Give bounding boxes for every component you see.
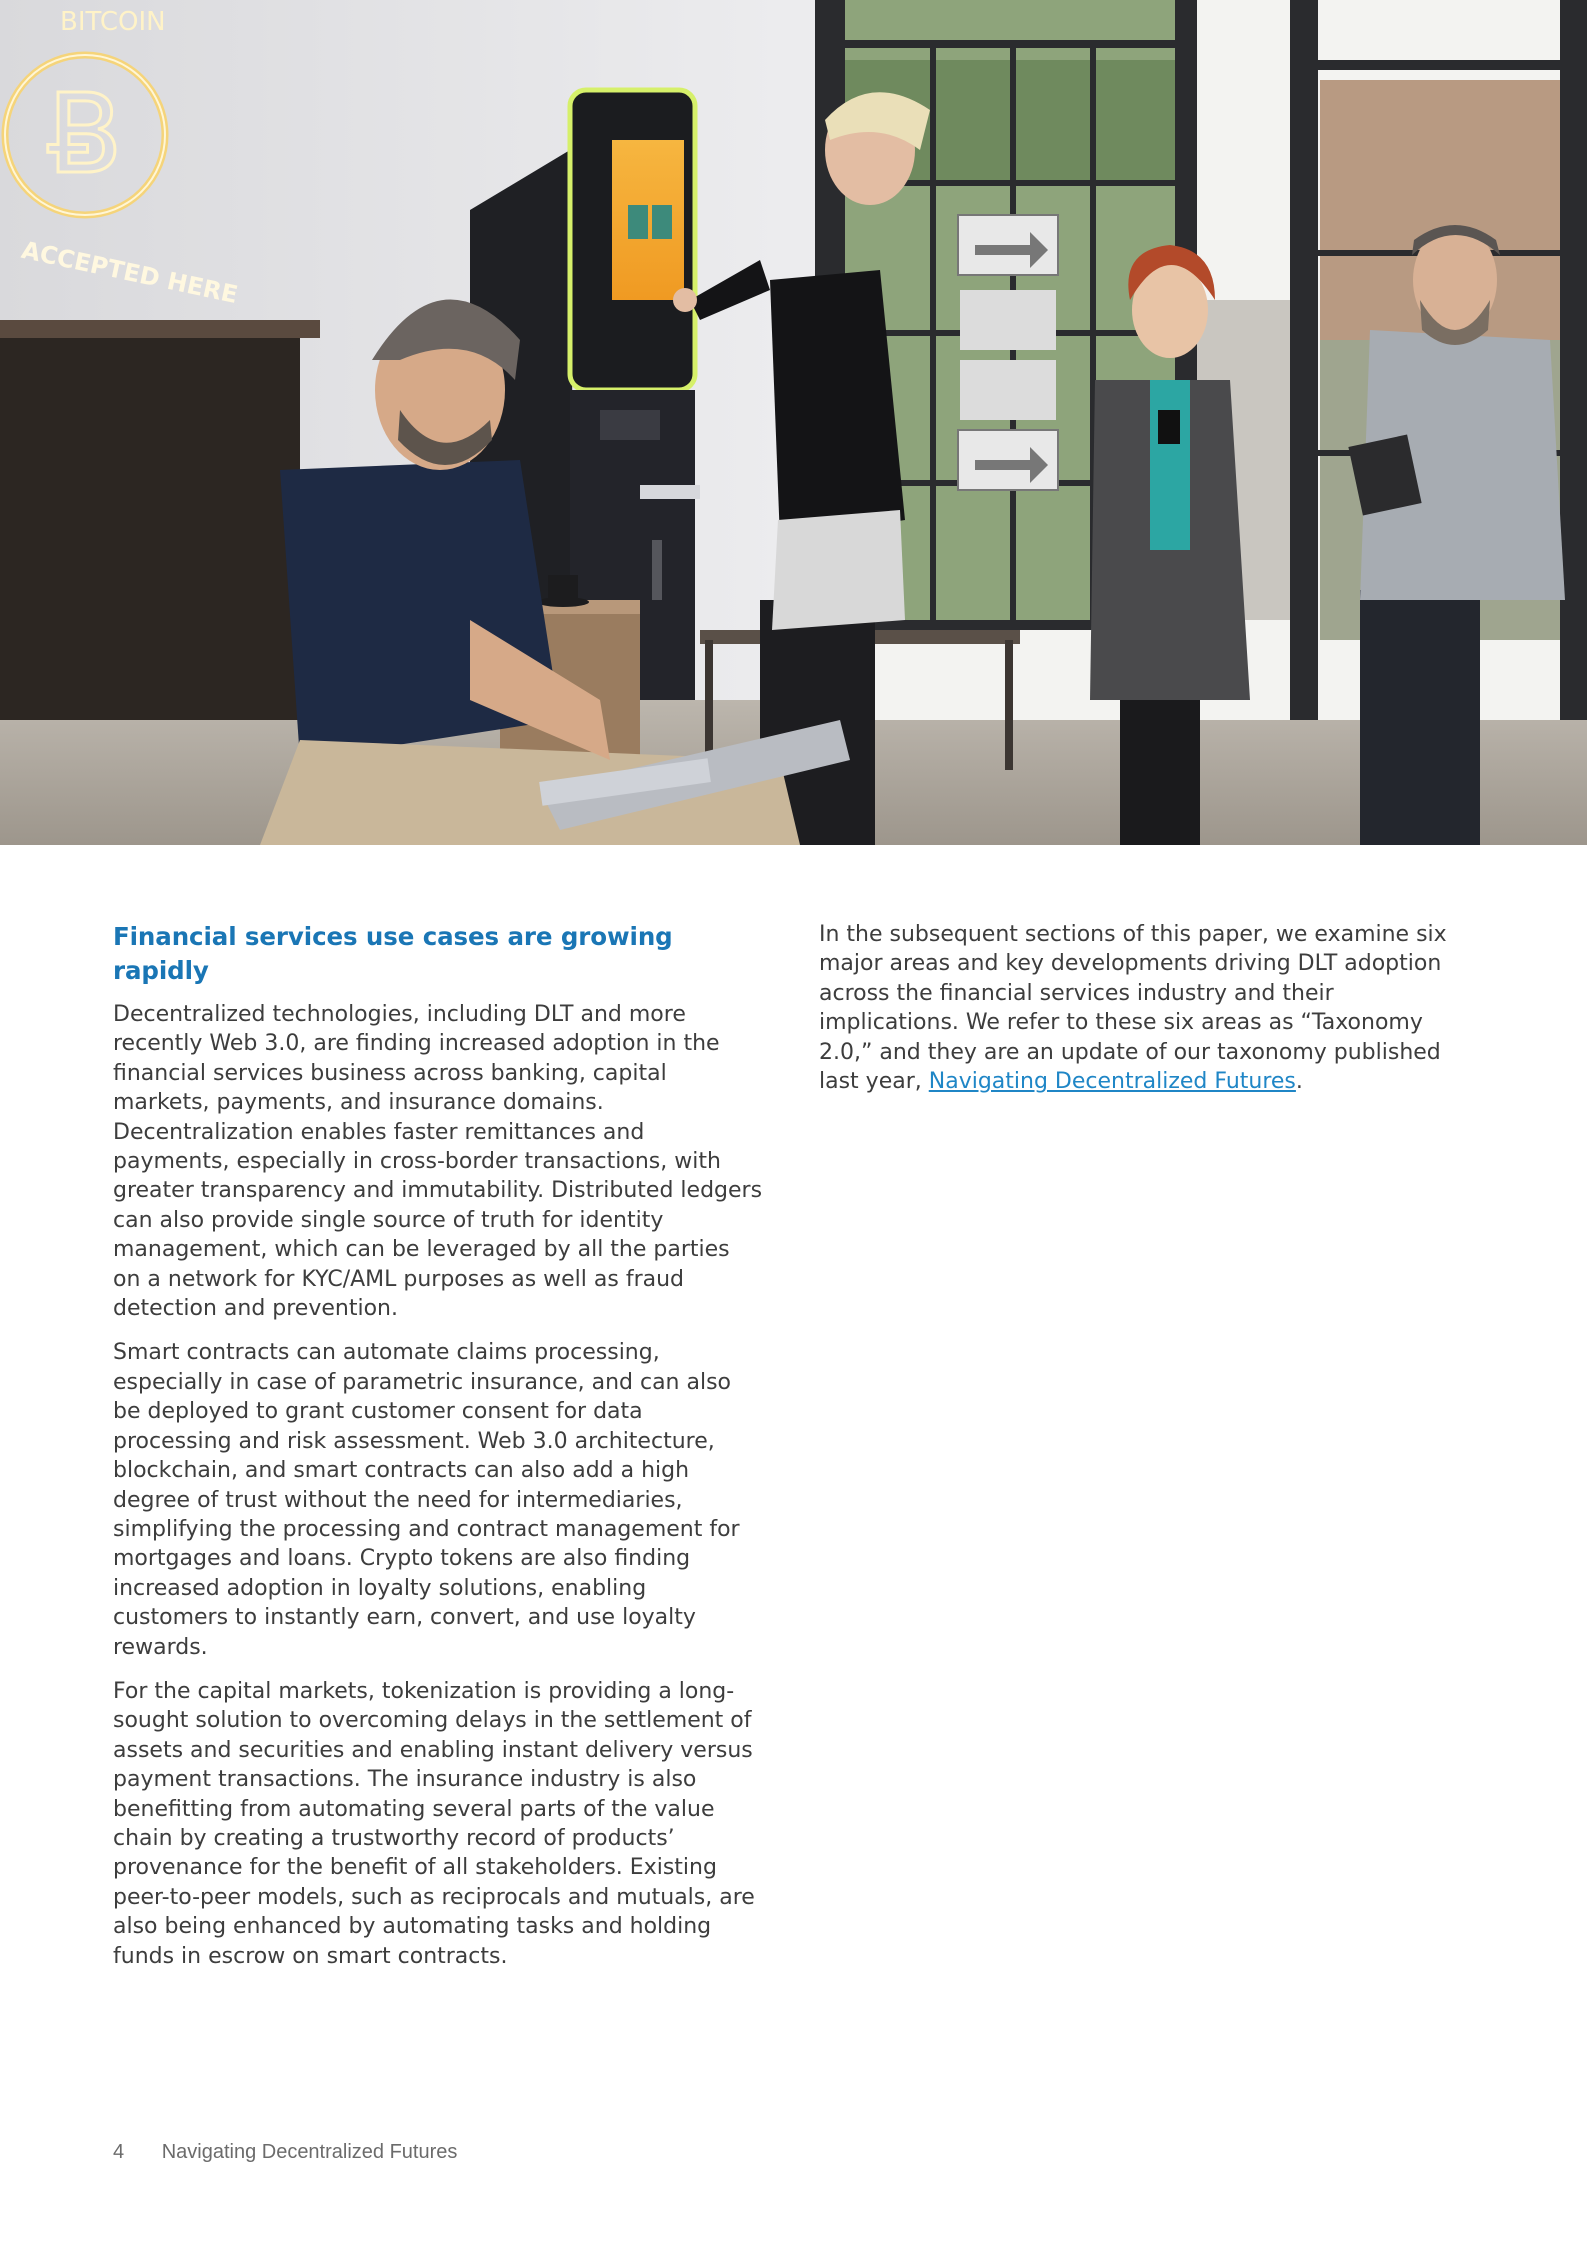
body-paragraph: For the capital markets, tokenization is providing a long-sought solution to overcoming delays in the settlement of assets and securities and enabling instant delivery versus payment transactions. The insurance industry is also benefitting from automating several parts of the value chain by creating a trustworthy record of products’ provenance for the benefit of all stakeholders. Existing peer-to-peer models, such as reciprocals and mutuals, are also being enhanced by automating tasks and holding funds in escrow on smart contracts. bbox=[113, 1678, 755, 1969]
paragraph-end: . bbox=[1295, 1069, 1303, 1095]
bitcoin-symbol: Ƀ bbox=[47, 70, 123, 198]
body-paragraph: Decentralized technologies, including DLT and more recently Web 3.0, are finding increased adoption in the financial services business across banking, capital markets, payments, and insurance domains. Decentralization enables faster remittances and payments, especially in cross-border transactions, with greater transparency and immutability. Distributed ledgers can also provide single source of truth for identity management, which can be leveraged by all the parties on a network for KYC/AML purposes as well as fraud detection and prevention. bbox=[113, 1002, 763, 1322]
right-column bbox=[819, 920, 1479, 1111]
neon-sign-line1: BITCOIN bbox=[60, 7, 166, 37]
navigating-decentralized-futures-link[interactable]: Navigating Decentralized Futures bbox=[928, 1069, 1296, 1095]
section-heading: Financial services use cases are growing rapidly bbox=[113, 922, 673, 985]
hero-photo bbox=[0, 0, 1587, 845]
left-column bbox=[113, 920, 763, 1986]
page-number: 4 bbox=[113, 2141, 125, 2163]
paragraph-text: In the subsequent sections of this paper, we examine six major areas and key developments driving DLT adoption across the financial services industry and their implications. We refer to these six areas as “Taxonomy 2.0,” and they are an update of our taxonomy published last year, bbox=[819, 922, 1447, 1095]
page-footer bbox=[113, 2141, 457, 2164]
body-paragraph bbox=[819, 920, 1479, 1096]
footer-title: Navigating Decentralized Futures bbox=[161, 2141, 458, 2163]
body-paragraph: Smart contracts can automate claims processing, especially in case of parametric insurance, and can also be deployed to grant customer consent for data processing and risk assessment. Web 3.0 architecture, blockchain, and smart contracts can also add a high degree of trust without the need for intermediaries, simplifying the processing and contract management for mortgages and loans. Crypto tokens are also finding increased adoption in loyalty solutions, enabling customers to instantly earn, convert, and use loyalty rewards. bbox=[113, 1340, 740, 1660]
neon-sign-line2: ACCEPTED HERE bbox=[19, 235, 241, 310]
